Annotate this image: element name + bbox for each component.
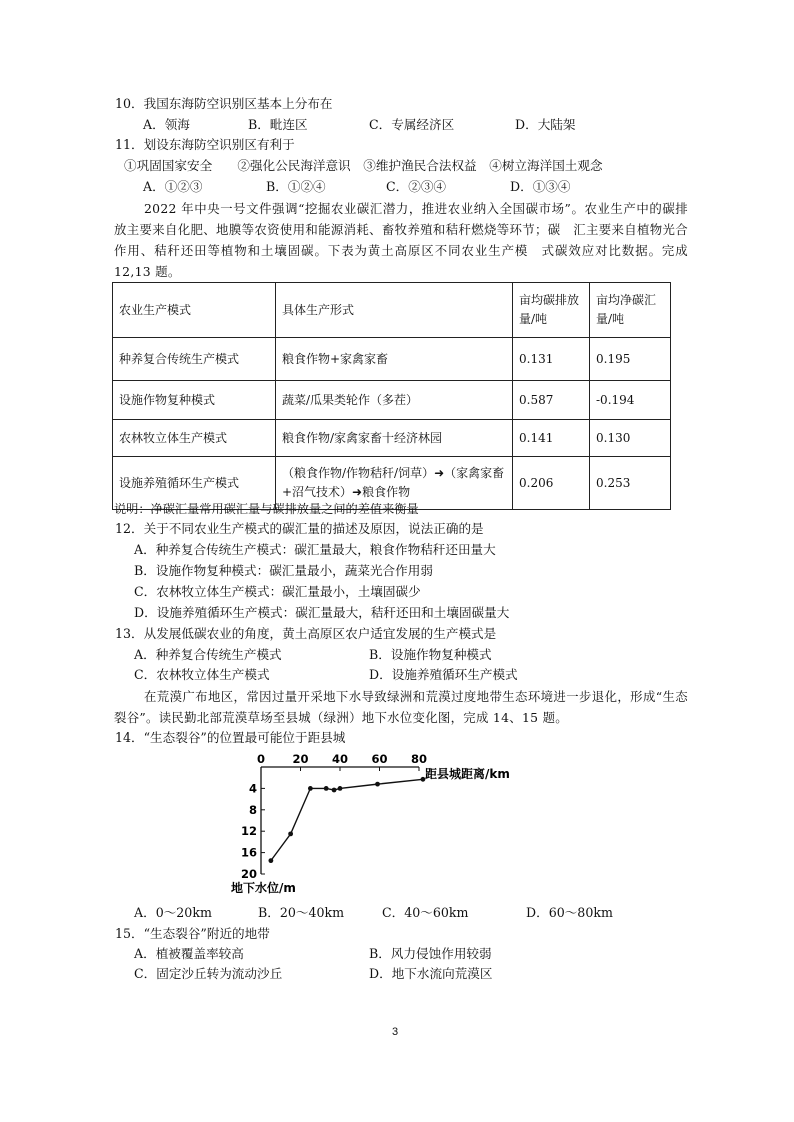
q11-option-c: C．②③④: [386, 179, 447, 194]
intro-paragraph-12-13: 2022 年中央一号文件强调“挖掘农业碳汇潜力，推进农业纳入全国碳市场”。农业生产中的碳排放主要来自化肥、地膜等农资使用和能源消耗、畜牧养殖和秸秆燃烧等环节；碳 汇主要来自植物光合作用、秸秆还田等植物和土壤固碳。下表为黄土高原区不同农业生产模 式碳效应对比数据。完成 12,13 题。: [114, 201, 688, 279]
y-tick-label: 4: [248, 781, 257, 796]
q12-option-c: C．农林牧立体生产模式：碳汇量最小，土壤固碳少: [134, 584, 421, 599]
q12-stem: 12．关于不同农业生产模式的碳汇量的描述及原因，说法正确的是: [115, 521, 484, 536]
x-tick-label: 80: [410, 752, 428, 766]
q10-stem: 10．我国东海防空识别区基本上分布在: [115, 96, 333, 111]
table-cell-form: 粮食作物+家禽家畜: [276, 338, 513, 381]
intro-paragraph-14-15: 在荒漠广布地区，常因过量开采地下水导致绿洲和荒漠过度地带生态环境进一步退化，形成“生态裂谷”。读民勤北部荒漠草场至县城（绿洲）地下水位变化图，完成 14、15 题。: [114, 689, 688, 725]
q10-option-d: D．大陆架: [515, 117, 576, 132]
table-cell-emission: 0.131: [513, 338, 590, 381]
data-point: [288, 831, 293, 836]
carbon-effect-table: [112, 282, 671, 510]
table-cell-mode: 农林牧立体生产模式: [113, 420, 276, 457]
q14-option-b: B．20～40km: [258, 905, 345, 920]
table-cell-emission: 0.587: [513, 381, 590, 420]
q14-option-a: A．0～20km: [134, 905, 212, 920]
q15-option-c: C．固定沙丘转为流动沙丘: [134, 966, 283, 981]
q12-option-b: B．设施作物复种模式：碳汇量最小，蔬菜光合作用弱: [134, 563, 433, 578]
q15-option-d: D．地下水流向荒漠区: [369, 966, 493, 981]
table-row: [113, 420, 671, 457]
data-point: [338, 786, 343, 791]
table-cell-form: 粮食作物/家禽家畜十经济林园: [276, 420, 513, 457]
q10-option-b: B．毗连区: [248, 117, 308, 132]
groundwater-level-chart: [225, 752, 535, 902]
table-header-cell: 具体生产形式: [276, 283, 513, 338]
data-point: [308, 786, 313, 791]
table-cell-sink: 0.195: [590, 338, 671, 381]
q15-stem: 15．“生态裂谷”附近的地带: [115, 926, 270, 941]
table-header-cell: 亩均净碳汇量/吨: [590, 283, 671, 338]
table-cell-mode: 种养复合传统生产模式: [113, 338, 276, 381]
q14-stem: 14．“生态裂谷”的位置最可能位于距县城: [115, 730, 346, 745]
q13-option-c: C．农林牧立体生产模式: [134, 667, 270, 682]
data-point: [324, 786, 329, 791]
table-cell-sink: 0.130: [590, 420, 671, 457]
table-cell-sink: -0.194: [590, 381, 671, 420]
q10-option-a: A．领海: [143, 117, 190, 132]
table-cell-mode: 设施养殖循环生产模式: [113, 457, 276, 510]
q11-stem: 11．划设东海防空识别区有利于: [115, 137, 295, 152]
data-point: [268, 858, 273, 863]
q13-stem: 13．从发展低碳农业的角度，黄土高原区农户适宜发展的生产模式是: [115, 626, 497, 641]
q11-option-a: A．①②③: [143, 179, 203, 194]
q15-option-b: B．风力侵蚀作用较弱: [369, 946, 492, 961]
q15-option-a: A．植被覆盖率较高: [134, 946, 244, 961]
q11-items: ①巩固国家安全 ②强化公民海洋意识 ③维护渔民合法权益 ④树立海洋国土观念: [124, 158, 603, 173]
q13-option-d: D．设施养殖循环生产模式: [369, 667, 518, 682]
table-cell-mode: 设施作物复种模式: [113, 381, 276, 420]
table-row: [113, 338, 671, 381]
q12-option-a: A．种养复合传统生产模式：碳汇量最大，粮食作物秸秆还田量大: [134, 542, 496, 557]
y-axis-label: 地下水位/m: [231, 881, 296, 895]
q13-option-b: B．设施作物复种模式: [369, 647, 492, 662]
q14-option-c: C．40～60km: [382, 905, 469, 920]
q13-option-a: A．种养复合传统生产模式: [134, 647, 282, 662]
x-tick-label: 60: [371, 752, 388, 766]
table-cell-form: 蔬菜/瓜果类轮作（多茬）: [276, 381, 513, 420]
data-point: [332, 788, 337, 793]
q14-option-d: D．60～80km: [526, 905, 613, 920]
table-cell-emission: 0.206: [513, 457, 590, 510]
y-tick-label: 8: [248, 802, 257, 817]
q10-option-c: C．专属经济区: [369, 117, 455, 132]
y-tick-label: 12: [240, 824, 257, 839]
x-tick-label: 40: [331, 752, 349, 766]
table-header-cell: 亩均碳排放量/吨: [513, 283, 590, 338]
table-header-row: [113, 283, 671, 338]
x-axis-label: 距县城距离/km: [425, 767, 510, 781]
table-cell-form: （粮食作物/作物秸秆/饲草）➜（家禽家畜+沼气技术）➜粮食作物: [276, 457, 513, 510]
x-tick-label: 20: [292, 752, 309, 766]
groundwater-series-line: [271, 779, 423, 860]
y-tick-label: 20: [240, 867, 257, 881]
table-row: [113, 381, 671, 420]
table-note: 说明：净碳汇量常用碳汇量与碳排放量之间的差值来衡量: [114, 502, 419, 516]
y-tick-label: 16: [240, 845, 257, 860]
table-cell-emission: 0.141: [513, 420, 590, 457]
q12-option-d: D．设施养殖循环生产模式：碳汇量最大，秸秆还田和土壤固碳量大: [134, 605, 510, 620]
q11-option-b: B．①②④: [266, 179, 326, 194]
q11-option-d: D．①③④: [510, 179, 571, 194]
page-number: 3: [392, 1026, 399, 1038]
data-point: [375, 782, 380, 787]
x-tick-label: 0: [256, 752, 266, 766]
table-header-cell: 农业生产模式: [113, 283, 276, 338]
table-cell-sink: 0.253: [590, 457, 671, 510]
